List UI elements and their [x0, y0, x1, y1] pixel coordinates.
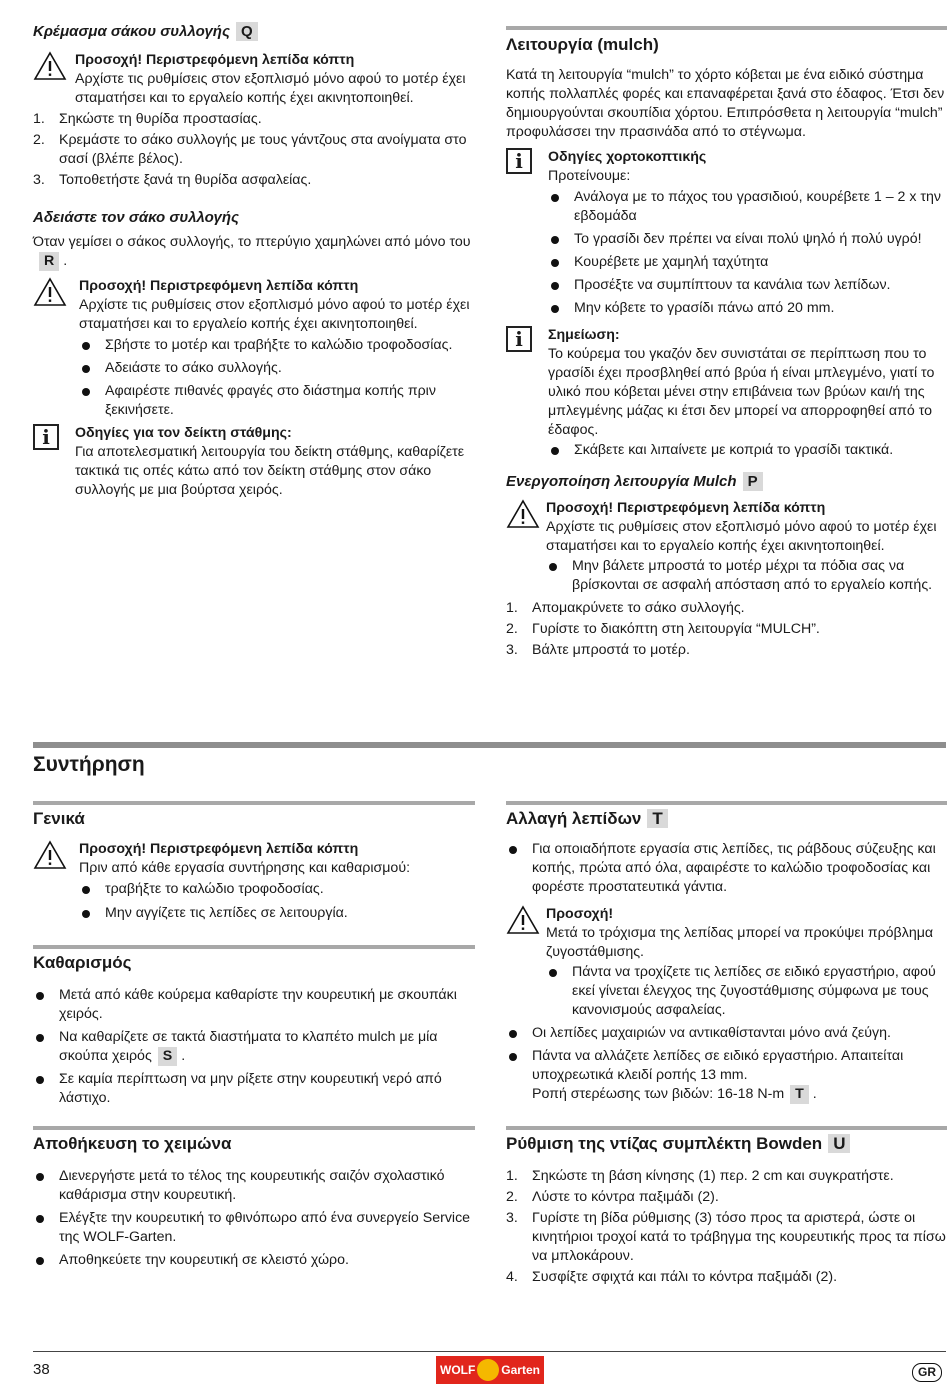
list-item: Το γρασίδι δεν πρέπει να είναι πολύ ψηλό ή πολύ υγρό! — [548, 230, 948, 249]
winter-section — [33, 1133, 475, 1274]
page-number: 38 — [33, 1361, 50, 1378]
heading-text: Κρέμασμα σάκου συλλογής — [33, 23, 230, 40]
list-item: 2. Κρεμάστε το σάκο συλλογής με τους γάντζους στα ανοίγματα στο σασί (βλέπε βέλος). — [33, 132, 467, 167]
info-text: Για αποτελεσματική λειτουργία του δείκτη στάθμης, καθαρίζετε τακτικά τις οπές κάτω από τον δείκτη στάθμης στον σάκο συλλογής με μια βούρτσα χειρός. — [75, 444, 465, 498]
heading-cleaning: Καθαρισμός — [33, 953, 132, 972]
figure-badge: T — [790, 1085, 809, 1104]
list-item: Να καθαρίζετε σε τακτά διαστήματα το κλαπέτο mulch με μία σκούπα χειρός S . — [33, 1028, 475, 1066]
figure-badge: Q — [236, 22, 258, 41]
section-rule-major — [33, 742, 946, 748]
list-item: 1. Σηκώστε τη θυρίδα προστασίας. — [33, 111, 262, 127]
info-title: Οδηγίες για τον δείκτη στάθμης: — [75, 425, 292, 441]
heading-empty-bag — [33, 208, 475, 228]
figure-badge: R — [39, 252, 59, 271]
list-item: 3. Βάλτε μπροστά το μοτέρ. — [506, 642, 690, 658]
section-rule — [506, 26, 947, 30]
bullet-list — [33, 986, 475, 1108]
warning-title: Προσοχή! Περιστρεφόμενη λεπίδα κόπτη — [75, 52, 355, 68]
warning-icon — [33, 840, 67, 870]
info-icon: i — [33, 424, 59, 450]
list-item: 4. Συσφίξτε σφιχτά και πάλι το κόντρα παξιμάδι (2). — [506, 1269, 838, 1285]
warning-block — [33, 840, 475, 923]
info-title: Σημείωση: — [548, 327, 620, 343]
list-item: 2. Γυρίστε το διακόπτη στη λειτουργία “MULCH”. — [506, 621, 820, 637]
list-item: Μετά από κάθε κούρεμα καθαρίστε την κουρευτική με σκουπάκι χειρός. — [33, 986, 475, 1024]
section-rule — [33, 801, 475, 805]
cleaning-section — [33, 952, 475, 1112]
warning-block — [33, 277, 475, 420]
warning-icon — [506, 905, 540, 935]
list-item: 2. Λύστε το κόντρα παξιμάδι (2). — [506, 1189, 719, 1205]
warning-icon — [506, 499, 540, 529]
section-rule — [33, 945, 475, 949]
logo-text-left: WOLF — [440, 1362, 476, 1377]
warning-text: Πριν από κάθε εργασία συντήρησης και καθαρισμού: — [79, 860, 411, 876]
warning-block — [33, 51, 475, 108]
list-item: Σκάβετε και λιπαίνετε με κοπριά το γρασίδι τακτικά. — [548, 441, 948, 460]
list-item: Διενεργήστε μετά το τέλος της κουρευτικής σαιζόν σχολαστικό καθάρισμα στην κουρευτική. — [33, 1167, 475, 1205]
general-section — [33, 808, 475, 927]
section-rule — [506, 801, 947, 805]
intro-text: Κατά τη λειτουργία “mulch” το χόρτο κόβεται με ένα ειδικό σύστημα κοπής πολλαπλές φορές και επαναφέρεται ξανά στο έδαφος. Έτσι δεν δημιουργούνται σκουπίδια χόρτου. Επιπρόσθετα η λειτουργία “mulch” προφυλάσσει την πρασινάδα από το στέγνωμα. — [506, 67, 945, 140]
figure-badge: P — [743, 472, 763, 491]
list-item: Μην αγγίζετε τις λεπίδες σε λειτουργία. — [79, 904, 475, 923]
steps-list — [33, 110, 475, 190]
section-rule — [506, 1126, 947, 1130]
list-item: Μην βάλετε μπροστά το μοτέρ μέχρι τα πόδια σας να βρίσκονται σε ασφαλή απόσταση από το εργαλείο κοπής. — [546, 557, 948, 595]
warning-icon — [33, 51, 67, 81]
footer-rule — [33, 1351, 946, 1352]
info-icon: i — [506, 148, 532, 174]
list-item: Πάντα να αλλάζετε λεπίδες σε ειδικό εργαστήριο. Απαιτείται υποχρεωτικά κλειδί ροπής 13 mm. Ροπή στερέωσης των βιδών: 16-18 N-m T . — [506, 1047, 948, 1104]
heading-hang-bag — [33, 22, 475, 42]
figure-badge: U — [828, 1134, 850, 1153]
warning-icon — [33, 277, 67, 307]
heading-maintenance: Συντήρηση — [33, 753, 145, 776]
heading-text: Ρύθμιση της ντίζας συμπλέκτη Bowden — [506, 1134, 823, 1153]
bullet-list — [548, 188, 948, 318]
list-item: Αποθηκεύετε την κουρευτική σε κλειστό χώρο. — [33, 1251, 475, 1270]
list-item: Για οποιαδήποτε εργασία στις λεπίδες, τις ράβδους σύζευξης και κοπής, πρώτα από όλα, αφαιρέστε το καλώδιο τροφοδοσίας και φορέστε προστατευτικά γάντια. — [506, 840, 948, 897]
list-item: Πάντα να τροχίζετε τις λεπίδες σε ειδικό εργαστήριο, αφού εκεί γίνεται έλεγχος της ζυγοστάθμισης σύμφωνα με τους κανονισμούς ασφαλείας. — [546, 963, 948, 1020]
info-block — [33, 424, 475, 500]
list-item: 3. Γυρίστε τη βίδα ρύθμισης (3) τόσο προς τα αριστερά, ώστε οι κινητήριοι τροχοί κατά το τράβηγμα της κουρευτικής προς τα πίσω να μπλοκάρουν. — [506, 1210, 946, 1264]
warning-text: Αρχίστε τις ρυθμίσεις στον εξοπλισμό μόνο αφού το μοτέρ έχει σταματήσει και το εργαλείο κοπής έχει ακινητοποιηθεί. — [79, 297, 470, 332]
warning-text: Αρχίστε τις ρυθμίσεις στον εξοπλισμό μόνο αφού το μοτέρ έχει σταματήσει και το εργαλείο κοπής έχει ακινητοποιηθεί. — [75, 71, 466, 106]
heading-blades — [506, 808, 948, 830]
list-item: Κουρέβετε με χαμηλή ταχύτητα — [548, 253, 948, 272]
list-item: Οι λεπίδες μαχαιριών να αντικαθίστανται μόνο ανά ζεύγη. — [506, 1024, 948, 1043]
bullet-list — [506, 1024, 948, 1104]
info-icon: i — [506, 326, 532, 352]
bullet-list — [546, 557, 948, 595]
list-item: Σε καμία περίπτωση να μην ρίξετε στην κουρευτική νερό από λάστιχο. — [33, 1070, 475, 1108]
logo-text-right: Garten — [501, 1362, 540, 1377]
info-block — [506, 326, 948, 460]
bowden-section — [506, 1133, 948, 1289]
info-text: Το κούρεμα του γκαζόν δεν συνιστάται σε περίπτωση που το γρασίδι έχει προσβληθεί από βρύα ή είναι μπλεγμένο, γιατί το υλικό που κόβεται μένει στην επιβάνεια των βρύων και/ή της μπλεγμένης μάζας κι έτσι δεν μπορεί να απορροφηθεί από το έδαφος. — [548, 346, 935, 438]
steps-list — [506, 599, 948, 660]
bullet-list — [33, 1167, 475, 1270]
bullet-list — [546, 963, 948, 1020]
bullet-list — [79, 880, 475, 923]
info-text: Προτείνουμε: — [548, 168, 631, 184]
bullet-list — [79, 336, 475, 420]
bullet-list — [506, 840, 948, 897]
warning-title: Προσοχή! Περιστρεφόμενη λεπίδα κόπτη — [79, 278, 359, 294]
heading-bowden — [506, 1133, 948, 1155]
warning-title: Προσοχή! Περιστρεφόμενη λεπίδα κόπτη — [79, 841, 359, 857]
warning-text: Μετά το τρόχισμα της λεπίδας μπορεί να προκύψει πρόβλημα ζυγοστάθμισης. — [546, 925, 934, 960]
heading-mulch: Λειτουργία (mulch) — [506, 35, 659, 54]
left-top-column — [33, 22, 475, 500]
right-top-column — [506, 34, 948, 662]
intro-text: Όταν γεμίσει ο σάκος συλλογής, το πτερύγιο χαμηλώνει από μόνο τουR . — [33, 234, 471, 269]
list-item: Σβήστε το μοτέρ και τραβήξτε το καλώδιο τροφοδοσίας. — [79, 336, 475, 355]
figure-badge: S — [158, 1047, 177, 1066]
list-item: Ελέγξτε την κουρευτική το φθινόπωρο από ένα συνεργείο Service της WOLF-Garten. — [33, 1209, 475, 1247]
warning-title: Προσοχή! — [546, 906, 614, 922]
heading-winter: Αποθήκευση το χειμώνα — [33, 1134, 232, 1153]
heading-text: Αδειάστε τον σάκο συλλογής — [33, 209, 240, 226]
warning-text: Αρχίστε τις ρυθμίσεις στον εξοπλισμό μόνο αφού το μοτέρ έχει σταματήσει και το εργαλείο κοπής έχει ακινητοποιηθεί. — [546, 519, 937, 554]
info-block — [506, 148, 948, 318]
list-item: Προσέξτε να συμπίπτουν τα κανάλια των λεπίδων. — [548, 276, 948, 295]
list-item: Αδειάστε το σάκο συλλογής. — [79, 359, 475, 378]
language-badge: GR — [912, 1363, 942, 1382]
heading-enable-mulch — [506, 472, 948, 492]
heading-general: Γενικά — [33, 809, 85, 828]
warning-block — [506, 499, 948, 595]
blades-section — [506, 808, 948, 1108]
bullet-list — [548, 441, 948, 460]
warning-block — [506, 905, 948, 1020]
steps-list — [506, 1167, 948, 1287]
list-item: 3. Τοποθετήστε ξανά τη θυρίδα ασφαλείας. — [33, 172, 312, 188]
list-item: 1. Απομακρύνετε το σάκο συλλογής. — [506, 600, 745, 616]
list-item: 1. Σηκώστε τη βάση κίνησης (1) περ. 2 cm και συγκρατήστε. — [506, 1168, 894, 1184]
section-rule — [33, 1126, 475, 1130]
list-item: Μην κόβετε το γρασίδι πάνω από 20 mm. — [548, 299, 948, 318]
list-item: Αφαιρέστε πιθανές φραγές στο διάστημα κοπής πριν ξεκινήσετε. — [79, 382, 475, 420]
figure-badge: T — [647, 809, 667, 828]
wolf-head-icon — [477, 1359, 499, 1381]
list-item: Ανάλογα με το πάχος του γρασιδιού, κουρέβετε 1 – 2 x την εβδομάδα — [548, 188, 948, 226]
warning-title: Προσοχή! Περιστρεφόμενη λεπίδα κόπτη — [546, 500, 826, 516]
heading-text: Ενεργοποίηση λειτουργία Mulch — [506, 473, 737, 490]
heading-text: Αλλαγή λεπίδων — [506, 809, 642, 828]
list-item: τραβήξτε το καλώδιο τροφοδοσίας. — [79, 880, 475, 899]
wolf-garten-logo — [436, 1356, 544, 1384]
info-title: Οδηγίες χορτοκοπτικής — [548, 149, 707, 165]
